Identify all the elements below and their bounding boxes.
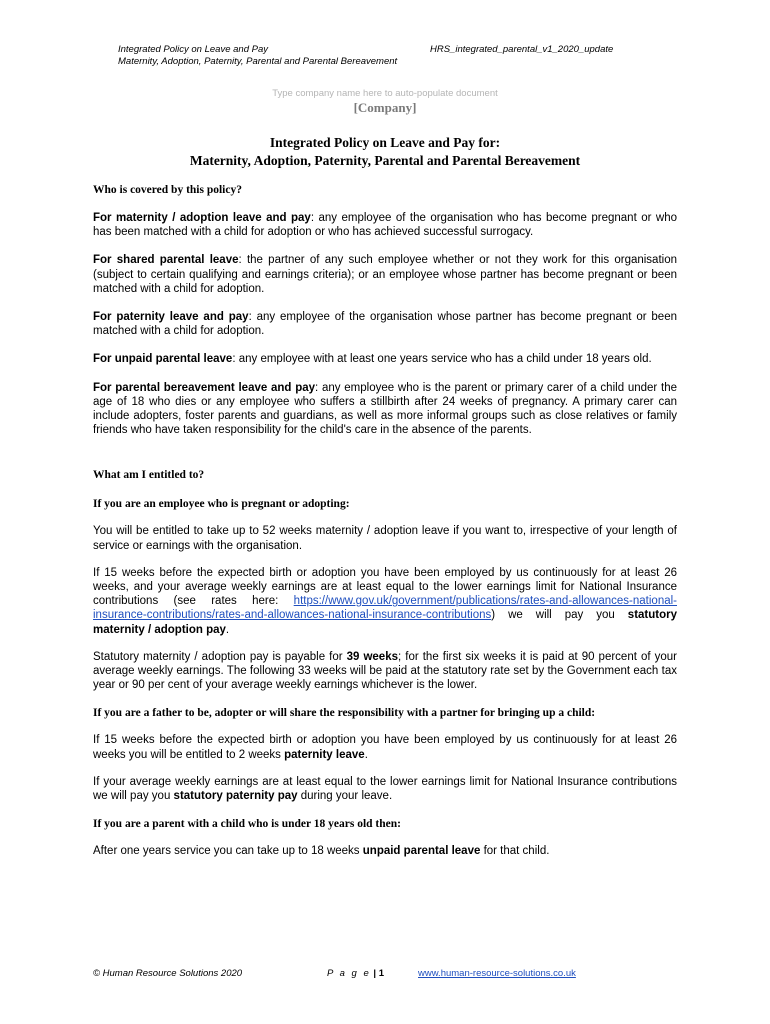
text-p2-bold: statutory maternity / adoption pay xyxy=(93,609,677,636)
text-p5-bold: statutory paternity pay xyxy=(173,790,298,803)
paragraph-entitlement-3 xyxy=(93,650,677,693)
label-paternity: For paternity leave and pay xyxy=(93,311,249,324)
header-title-line2: Maternity, Adoption, Paternity, Parental and Parental Bereavement xyxy=(118,56,398,67)
header-title-line1: Integrated Policy on Leave and Pay xyxy=(118,44,268,55)
text-bereavement: : any employee who is the parent or primary carer of a child under the age of 18 who dies or any employee who suffers a stillbirth after 24 weeks of pregnancy. A primary carer can include adopters, foster parents and guardians, as well as more informal groups such as close relatives or family friends who have taken responsibility for the child's care in the absence of the parents. xyxy=(93,381,677,437)
text-p6-post: for that child. xyxy=(480,845,550,858)
text-paternity: : any employee of the organisation whose partner has become pregnant or been matched with a child for adoption. xyxy=(93,311,677,338)
paragraph-paternity xyxy=(93,310,677,338)
section-heading-who: Who is covered by this policy? xyxy=(93,184,242,196)
paragraph-entitlement-1: You will be entitled to take up to 52 weeks maternity / adoption leave if you want to, irrespective of your length of service or earnings with the organisation. xyxy=(93,525,677,552)
text-p3-post: ; for the first six weeks it is paid at 90 percent of your average weekly earnings. The following 33 weeks will be paid at the statutory rate set by the Government each tax year or 90 per cent of your average weekly earnings whichever is the lower. xyxy=(93,650,677,692)
title-line1: Integrated Policy on Leave and Pay for: xyxy=(269,135,501,150)
label-maternity: For maternity / adoption leave and pay xyxy=(93,212,311,224)
text-p6-bold: unpaid parental leave xyxy=(362,845,481,858)
paragraph-entitlement-6 xyxy=(93,844,677,858)
text-p4-bold: paternity leave xyxy=(284,748,365,761)
rates-link[interactable]: https://www.gov.uk/government/publications/rates-and-allowances-national-insurance-contributions/rates-and-allowances-national-insurance-contributions xyxy=(93,595,677,622)
paragraph-maternity xyxy=(93,211,677,239)
label-unpaid: For unpaid parental leave xyxy=(93,353,233,366)
text-p5-post: during your leave. xyxy=(297,790,393,803)
text-p2-pre: If 15 weeks before the expected birth or adoption you have been employed by us continuously for at least 26 weeks, and your average weekly earnings are at least equal to the lower earnings limit for National Insurance contributions (see rates here: xyxy=(93,566,677,608)
paragraph-entitlement-2 xyxy=(93,566,677,637)
document-header-right: HRS_integrated_parental_v1_2020_update xyxy=(430,44,614,55)
title-line2: Maternity, Adoption, Paternity, Parental and Parental Bereavement xyxy=(189,153,581,168)
document-header-left xyxy=(118,44,418,68)
text-shared: : the partner of any such employee whether or not they work for this organisation (subject to certain qualifying and earnings criteria); or an employee whose partner has become pregnant or been matched with a child for adoption. xyxy=(93,254,677,295)
company-name-placeholder[interactable]: Type company name here to auto-populate document xyxy=(272,88,498,99)
text-unpaid: : any employee with at least one years service who has a child under 18 years old. xyxy=(232,353,652,366)
footer-page-separator: | xyxy=(370,968,379,979)
text-p4-end: . xyxy=(364,748,368,761)
label-shared: For shared parental leave xyxy=(93,254,239,267)
footer-page-word: P a g e xyxy=(327,968,371,979)
footer-copyright: © Human Resource Solutions 2020 xyxy=(93,968,243,979)
text-p2-mid: ) we will pay you xyxy=(491,609,628,622)
text-p5-pre: If your average weekly earnings are at least equal to the lower earnings limit for National Insurance contributions we will pay you xyxy=(93,775,677,803)
subheading-pregnant: If you are an employee who is pregnant or adopting: xyxy=(93,498,350,511)
text-p4-pre: If 15 weeks before the expected birth or adoption you have been employed by us continuously for at least 26 weeks you will be entitled to 2 weeks xyxy=(93,734,677,761)
text-maternity: : any employee of the organisation who has become pregnant or who has been matched with a child for adoption or who has achieved successful surrogacy. xyxy=(93,212,678,239)
paragraph-unpaid xyxy=(93,352,677,366)
paragraph-shared xyxy=(93,253,677,296)
footer-page-number xyxy=(327,968,384,979)
subheading-parent: If you are a parent with a child who is under 18 years old then: xyxy=(93,818,401,831)
section-heading-entitled: What am I entitled to? xyxy=(93,469,205,482)
paragraph-bereavement xyxy=(93,381,677,438)
text-p3-pre: Statutory maternity / adoption pay is payable for xyxy=(93,650,347,663)
label-bereavement: For parental bereavement leave and pay xyxy=(93,381,316,394)
document-body xyxy=(93,180,677,858)
paragraph-entitlement-5 xyxy=(93,775,677,803)
footer-website-link[interactable]: www.human-resource-solutions.co.uk xyxy=(418,968,576,979)
text-p6-pre: After one years service you can take up to 18 weeks xyxy=(93,845,363,858)
document-title xyxy=(0,134,770,170)
subheading-father: If you are a father to be, adopter or will share the responsibility with a partner for bringing up a child: xyxy=(93,707,596,720)
text-p3-bold: 39 weeks xyxy=(346,650,398,663)
paragraph-entitlement-4 xyxy=(93,733,677,761)
company-name-field[interactable]: [Company] xyxy=(353,100,417,115)
text-p2-end: . xyxy=(225,623,230,636)
footer-page-num: 1 xyxy=(378,968,384,979)
